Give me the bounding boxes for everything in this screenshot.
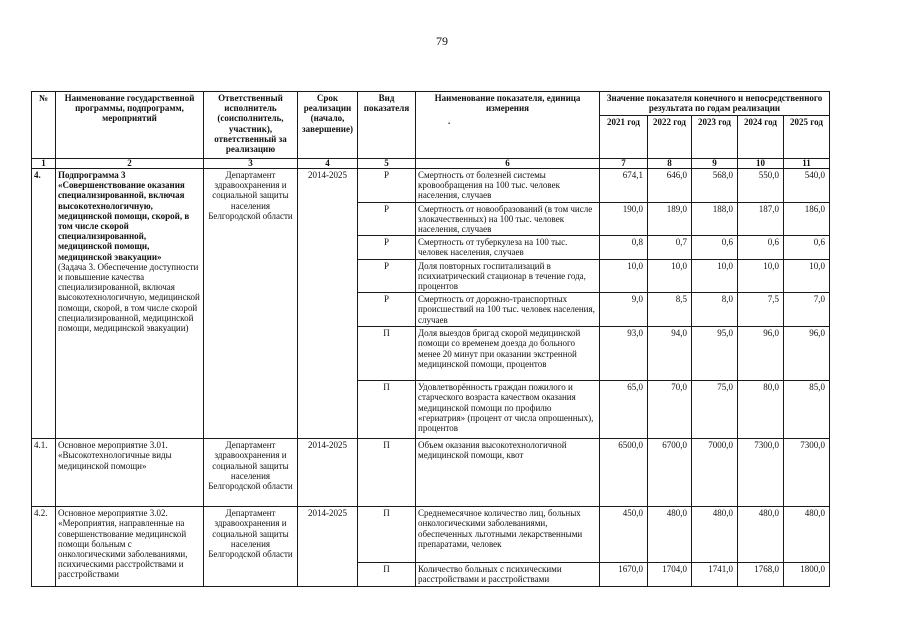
program-name — [56, 507, 204, 587]
header-row — [32, 92, 830, 116]
indicator-value: 8,0 — [692, 293, 738, 327]
indicator-value: 75,0 — [692, 381, 738, 439]
indicator-value: 10,0 — [600, 259, 648, 293]
indicator-kind: Р — [358, 293, 416, 327]
term: 2014-2025 — [298, 169, 358, 439]
indicator-value: 0,6 — [692, 236, 738, 259]
responsible: Департамент здравоохранения и социальной защиты населения Белгородской области — [204, 507, 298, 587]
indicator-value: 480,0 — [784, 507, 830, 563]
header-year: 2022 год — [648, 116, 692, 159]
indicator-value: 94,0 — [648, 327, 692, 381]
indicator-kind: Р — [358, 169, 416, 203]
table-row — [32, 507, 830, 563]
indicator-value: 540,0 — [784, 169, 830, 203]
indicator-name: Объем оказания высокотехнологичной медицинской помощи, квот — [416, 439, 600, 507]
indicator-value: 1741,0 — [692, 563, 738, 587]
column-number: 8 — [648, 159, 692, 169]
indicator-kind: Р — [358, 202, 416, 236]
indicator-kind: Р — [358, 259, 416, 293]
indicator-name: Смертность от туберкулеза на 100 тыс. человек населения, случаев — [416, 236, 600, 259]
program-task: (Задача 3. Обеспечение доступности и повышение качества специализированной, включая высокотехнологичную, медицинской помощи, скорой, в том числе скорой специализированной, медицинской помощи, медицинской эвакуации) — [58, 261, 200, 334]
row-number: 4.1. — [32, 439, 56, 507]
program-title: Основное мероприятие 3.02. «Мероприятия, направленные на совершенствование медицинской помощи больным с онкологическими заболеваниями, психическими расстройствами и расстройствами — [58, 508, 188, 580]
header-year: 2023 год — [692, 116, 738, 159]
indicator-value: 10,0 — [692, 259, 738, 293]
indicator-name: Удовлетворённость граждан пожилого и старческого возраста качеством оказания медицинской помощи по профилю «гериатрия» (процент от числа опрошенных), процентов — [416, 381, 600, 439]
indicator-kind: П — [358, 439, 416, 507]
indicator-value: 96,0 — [784, 327, 830, 381]
indicator-value: 480,0 — [692, 507, 738, 563]
indicator-value: 80,0 — [738, 381, 784, 439]
column-number: 2 — [56, 159, 204, 169]
indicator-value: 7,0 — [784, 293, 830, 327]
indicator-value: 9,0 — [600, 293, 648, 327]
indicator-kind: П — [358, 507, 416, 563]
column-number: 6 — [416, 159, 600, 169]
column-number: 4 — [298, 159, 358, 169]
indicator-value: 10,0 — [648, 259, 692, 293]
header-values-group: Значение показателя конечного и непосредственного результата по годам реализации — [600, 92, 830, 116]
indicator-name: Смертность от новообразований (в том числе злокачественных) на 100 тыс. человек населения, случаев — [416, 202, 600, 236]
indicator-value: 0,7 — [648, 236, 692, 259]
indicator-kind: П — [358, 327, 416, 381]
column-number: 5 — [358, 159, 416, 169]
column-number: 1 — [32, 159, 56, 169]
indicator-value: 6700,0 — [648, 439, 692, 507]
indicator-value: 1704,0 — [648, 563, 692, 587]
indicator-value: 646,0 — [648, 169, 692, 203]
indicator-value: 96,0 — [738, 327, 784, 381]
term: 2014-2025 — [298, 507, 358, 587]
indicator-value: 480,0 — [648, 507, 692, 563]
indicator-name: Количество больных с психическими расстройствами и расстройствами — [416, 563, 600, 587]
table-row — [32, 439, 830, 507]
indicator-value: 65,0 — [600, 381, 648, 439]
indicator-name: Среднемесячное количество лиц, больных онкологическими заболеваниями, обеспеченных льготными лекарственными препаратами, человек — [416, 507, 600, 563]
indicator-name: Доля повторных госпитализаций в психиатрический стационар в течение года, процентов — [416, 259, 600, 293]
program-name — [56, 439, 204, 507]
indicator-value: 674,1 — [600, 169, 648, 203]
indicator-value: 0,6 — [784, 236, 830, 259]
header-year: 2021 год — [600, 116, 648, 159]
indicator-value: 7300,0 — [784, 439, 830, 507]
column-number: 11 — [784, 159, 830, 169]
indicator-kind: Р — [358, 236, 416, 259]
header-dot: . — [448, 116, 451, 127]
indicator-value: 450,0 — [600, 507, 648, 563]
indicator-value: 188,0 — [692, 202, 738, 236]
header-no: № — [32, 92, 56, 159]
header-indicator-text: Наименование показателя, единица измерения — [434, 93, 581, 114]
indicator-value: 10,0 — [738, 259, 784, 293]
indicator-value: 1800,0 — [784, 563, 830, 587]
indicator-name: Смертность от болезней системы кровообращения на 100 тыс. человек населения, случаев — [416, 169, 600, 203]
responsible: Департамент здравоохранения и социальной защиты населения Белгородской области — [204, 169, 298, 439]
indicator-value: 480,0 — [738, 507, 784, 563]
column-number: 10 — [738, 159, 784, 169]
header-kind: Вид показателя — [358, 92, 416, 159]
indicator-value: 189,0 — [648, 202, 692, 236]
header-year: 2025 год — [784, 116, 830, 159]
indicator-value: 1670,0 — [600, 563, 648, 587]
indicator-value: 550,0 — [738, 169, 784, 203]
indicator-kind: П — [358, 563, 416, 587]
indicator-value: 186,0 — [784, 202, 830, 236]
indicator-name: Смертность от дорожно-транспортных происшествий на 100 тыс. человек населения, случаев — [416, 293, 600, 327]
indicator-value: 0,6 — [738, 236, 784, 259]
indicator-value: 190,0 — [600, 202, 648, 236]
indicator-value: 7,5 — [738, 293, 784, 327]
program-title: Подпрограмма 3 «Совершенствование оказания специализированной, включая высокотехнологичную, медицинской помощи, скорой, в том числе скорой специализированной, медицинской помощи, медицинской эвакуации» — [58, 170, 190, 262]
indicator-value: 568,0 — [692, 169, 738, 203]
indicator-value: 93,0 — [600, 327, 648, 381]
indicator-value: 187,0 — [738, 202, 784, 236]
responsible: Департамент здравоохранения и социальной защиты населения Белгородской области — [204, 439, 298, 507]
header-term: Срок реализации (начало, завершение) — [298, 92, 358, 159]
indicator-value: 10,0 — [784, 259, 830, 293]
indicator-value: 7300,0 — [738, 439, 784, 507]
program-title: Основное мероприятие 3.01. «Высокотехнологичные виды медицинской помощи» — [58, 440, 172, 471]
indicator-value: 1768,0 — [738, 563, 784, 587]
indicator-value: 0,8 — [600, 236, 648, 259]
row-number: 4. — [32, 169, 56, 439]
indicator-name: Доля выездов бригад скорой медицинской помощи со временем доезда до больного менее 20 минут при оказании экстренной медицинской помощи, процентов — [416, 327, 600, 381]
row-number: 4.2. — [32, 507, 56, 587]
column-number: 3 — [204, 159, 298, 169]
program-name — [56, 169, 204, 439]
indicators-table — [31, 91, 830, 587]
header-name: Наименование государственной программы, подпрограмм, мероприятий — [56, 92, 204, 159]
header-year: 2024 год — [738, 116, 784, 159]
indicator-value: 8,5 — [648, 293, 692, 327]
column-number: 7 — [600, 159, 648, 169]
column-number-row — [32, 159, 830, 169]
indicator-value: 7000,0 — [692, 439, 738, 507]
indicator-value: 70,0 — [648, 381, 692, 439]
term: 2014-2025 — [298, 439, 358, 507]
header-indicator — [416, 92, 600, 159]
indicator-value: 95,0 — [692, 327, 738, 381]
indicator-value: 85,0 — [784, 381, 830, 439]
indicator-value: 6500,0 — [600, 439, 648, 507]
table-row — [32, 169, 830, 203]
indicator-kind: П — [358, 381, 416, 439]
column-number: 9 — [692, 159, 738, 169]
page-number: 79 — [436, 34, 448, 48]
header-responsible: Ответственный исполнитель (соисполнитель, участник), ответственный за реализацию — [204, 92, 298, 159]
